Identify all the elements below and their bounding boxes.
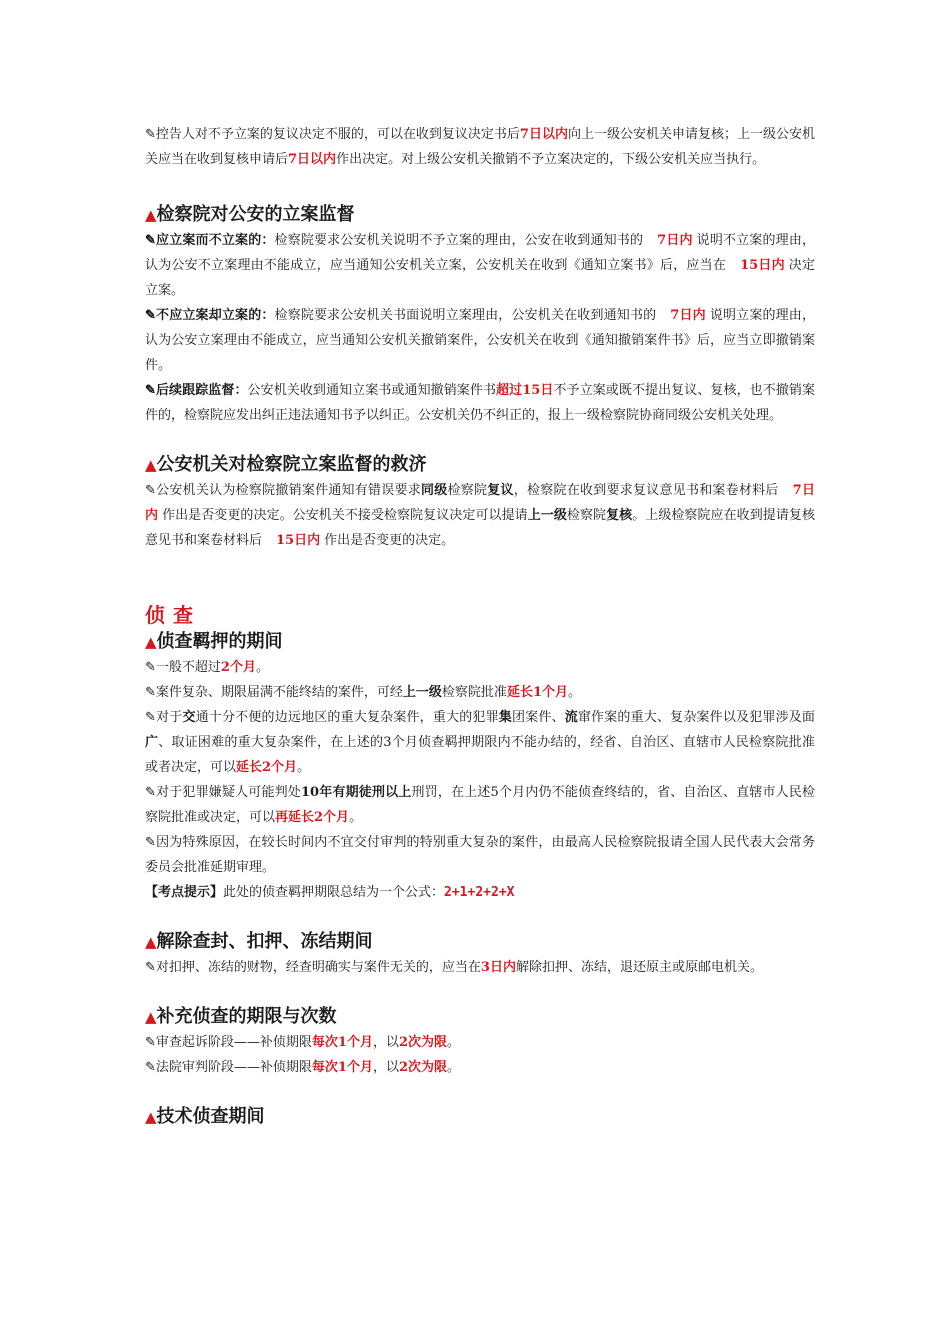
bold-text: 复议 <box>487 483 514 498</box>
deadline-highlight: 延长1个月 <box>506 685 568 700</box>
text: 团案件、 <box>511 710 565 725</box>
heading-text: 解除查封、扣押、冻结期间 <box>156 931 373 952</box>
document-page <box>145 122 815 1130</box>
text: 。 <box>255 660 269 675</box>
paragraph-follow-up <box>145 378 815 428</box>
paragraph-label: ✎应立案而不立案的： <box>145 233 275 248</box>
bold-text: 10年有期徒刑以上 <box>301 785 412 800</box>
text: ，以 <box>372 1035 399 1050</box>
heading-technical-investigation <box>145 1104 815 1130</box>
deadline-highlight: 每次1个月 <box>311 1060 373 1075</box>
heading-text: 检察院对公安的立案监督 <box>156 204 355 225</box>
paragraph-release <box>145 955 815 980</box>
deadline-highlight: 15日内 <box>276 533 321 548</box>
text: 检察院 <box>447 483 488 498</box>
deadline-highlight: 2次为限 <box>398 1035 448 1050</box>
text: 检察院 <box>566 508 607 523</box>
text: 。 <box>447 1060 461 1075</box>
bold-text: 同级 <box>421 483 448 498</box>
text: ✎对扣押、冻结的财物，经查明确实与案件无关的，应当在 <box>145 960 481 975</box>
heading-text: 侦查羁押的期间 <box>156 631 283 652</box>
text: 不予立案或既不提出复议、复核，也不撤销案件的，检察院应发出纠正违法通知书予以纠正。公安机关仍不纠正的，报上一级检察院协商同级公安机关处理。 <box>145 383 815 423</box>
text: 说明不立案的理由，认为公安不立案理由不能成立，应当通知公安机关立案，公安机关在收到《通知立案书》后，应当在 <box>145 233 815 273</box>
paragraph-ten-years <box>145 780 815 830</box>
text: ，以 <box>372 1060 399 1075</box>
text: ✎案件复杂、期限届满不能终结的案件，可经 <box>145 685 403 700</box>
text: 。 <box>297 760 311 775</box>
text: ✎法院审判阶段——补侦期限 <box>145 1060 312 1075</box>
deadline-highlight: 2个月 <box>220 660 256 675</box>
heading-procuratorate-supervision <box>145 202 815 228</box>
intro-paragraph <box>145 122 815 172</box>
text: ✎一般不超过 <box>145 660 221 675</box>
triangle-icon: ▲ <box>145 206 157 224</box>
paragraph-complex-case <box>145 680 815 705</box>
paragraph-remedy <box>145 478 815 553</box>
text: 检察院要求公安机关说明不予立案的理由，公安在收到通知书的 <box>274 233 644 248</box>
bold-text: 上一级 <box>527 508 567 523</box>
deadline-highlight: 15日内 <box>740 258 785 273</box>
deadline-highlight: 再延长2个月 <box>275 810 350 825</box>
paragraph-remote-area <box>145 705 815 780</box>
deadline-highlight: 超过15日 <box>496 383 554 398</box>
text: 作出决定。对上级公安机关撤销不予立案决定的，下级公安机关应当执行。 <box>336 152 766 167</box>
heading-release-seizure <box>145 929 815 955</box>
text: 。 <box>349 810 363 825</box>
deadline-highlight: 2次为限 <box>398 1060 448 1075</box>
paragraph-should-not-file <box>145 303 815 378</box>
text: 向上一级公安机关申请复核；上一级公安机关应当在收到复核申请后 <box>145 127 815 167</box>
deadline-highlight: 7日内 <box>145 483 815 523</box>
deadline-highlight: 每次1个月 <box>311 1035 373 1050</box>
text: 说明立案的理由，认为公安立案理由不能成立，应当通知公安机关撤销案件，公安机关在收到《通知撤销案件书》后，应当立即撤销案件。 <box>145 308 815 373</box>
text: 作出是否变更的决定。公安机关不接受检察院复议决定可以提请 <box>162 508 528 523</box>
text: 作出是否变更的决定。 <box>324 533 455 548</box>
text: 窜作案的重大、复杂案件以及犯罪涉及面 <box>577 710 815 725</box>
text: 检察院批准 <box>441 685 507 700</box>
triangle-icon: ▲ <box>145 633 157 651</box>
paragraph-label: ✎后续跟踪监督： <box>145 383 248 398</box>
bold-text: 流 <box>564 710 578 725</box>
text: ✎审查起诉阶段——补侦期限 <box>145 1035 312 1050</box>
text: 。 <box>567 685 581 700</box>
text: 、取证困难的重大复杂案件，在上述的3个月侦查羁押期限内不能办结的，经省、自治区、直辖市人民检察院批准或者决定，可以 <box>145 735 815 775</box>
text: ✎公安机关认为检察院撤销案件通知有错误要求 <box>145 483 422 498</box>
deadline-highlight: 7日以内 <box>288 152 337 167</box>
text: ✎对于犯罪嫌疑人可能判处 <box>145 785 301 800</box>
text: 刑罚，在上述5个月内仍不能侦查终结的，省、自治区、直辖市人民检察院批准或决定，可以 <box>145 785 816 825</box>
paragraph-prosecution-stage <box>145 1030 815 1055</box>
triangle-icon: ▲ <box>145 456 157 474</box>
text: 此处的侦查羁押期限总结为一个公式： <box>223 885 445 900</box>
triangle-icon: ▲ <box>145 1008 157 1026</box>
deadline-highlight: 7日内 <box>657 233 693 248</box>
text: ✎对于 <box>145 710 183 725</box>
text: 。 <box>447 1035 461 1050</box>
paragraph-general <box>145 655 815 680</box>
text: ，检察院在收到要求复议意见书和案卷材料后 <box>513 483 779 498</box>
exam-tip <box>145 880 815 905</box>
paragraph-should-file <box>145 228 815 303</box>
bold-text: 广 <box>145 735 159 750</box>
tip-label: 【考点提示】 <box>145 885 224 900</box>
text: 解除扣押、冻结，退还原主或原邮电机关。 <box>515 960 763 975</box>
formula: 2+1+2+2+X <box>444 885 515 900</box>
heading-police-remedy <box>145 452 815 478</box>
text: ✎控告人对不予立案的复议决定不服的，可以在收到复议决定书后 <box>145 127 520 142</box>
text: 公安机关收到通知立案书或通知撤销案件书 <box>247 383 497 398</box>
heading-text: 技术侦查期间 <box>156 1106 265 1127</box>
bold-text: 集 <box>498 710 512 725</box>
heading-detention-period <box>145 629 815 655</box>
text: 。上级检察院应在收到提请复核意见书和案卷材料后 <box>145 508 815 548</box>
heading-text: 补充侦查的期限与次数 <box>156 1006 337 1027</box>
triangle-icon: ▲ <box>145 1108 157 1126</box>
bold-text: 交 <box>182 710 196 725</box>
paragraph-trial-stage <box>145 1055 815 1080</box>
deadline-highlight: 7日以内 <box>519 127 568 142</box>
paragraph-special: ✎因为特殊原因，在较长时间内不宜交付审判的特别重大复杂的案件，由最高人民检察院报请全国人民代表大会常务委员会批准延期审理。 <box>145 835 815 875</box>
triangle-icon: ▲ <box>145 933 157 951</box>
chapter-title: 侦查 <box>145 603 201 627</box>
bold-text: 复核 <box>606 508 633 523</box>
heading-supplementary <box>145 1004 815 1030</box>
heading-text: 公安机关对检察院立案监督的救济 <box>156 454 427 475</box>
bold-text: 上一级 <box>402 685 442 700</box>
paragraph-label: ✎不应立案却立案的： <box>145 308 275 323</box>
text: 检察院要求公安机关书面说明立案理由，公安机关在收到通知书的 <box>274 308 657 323</box>
deadline-highlight: 延长2个月 <box>236 760 298 775</box>
deadline-highlight: 3日内 <box>480 960 516 975</box>
deadline-highlight: 7日内 <box>670 308 706 323</box>
text: 决定立案。 <box>145 258 815 298</box>
text: 通十分不便的边远地区的重大复杂案件，重大的犯罪 <box>195 710 499 725</box>
